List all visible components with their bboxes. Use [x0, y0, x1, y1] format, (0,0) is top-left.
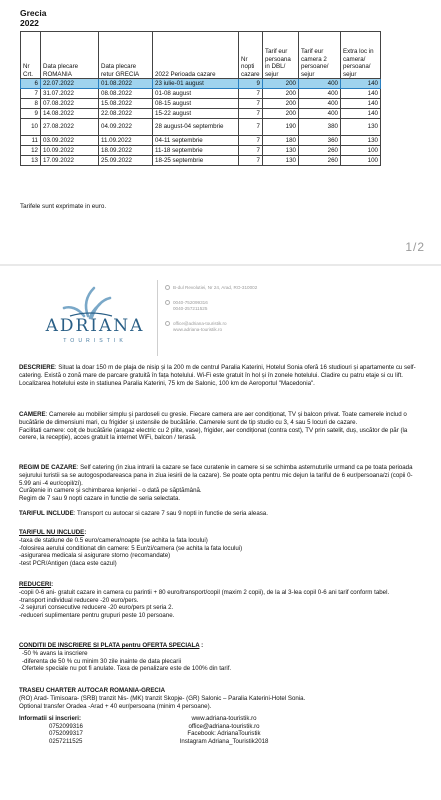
phone-icon — [165, 300, 170, 305]
instagram-link[interactable]: Instagram Adriana_Touristik2018 — [179, 737, 269, 745]
header-camera: Tarif eur camera 2 persoane/ sejur — [299, 32, 341, 79]
contact-email: office@adriana-touristik.ro www.adriana-touristik.ro — [165, 321, 227, 332]
table-row[interactable]: 6 22.07.2022 01.08.2022 23 iulie-01 august 9 200 400 140 — [21, 79, 381, 89]
table-row[interactable]: 11 03.09.2022 11.09.2022 04-11 septembrie 7 180 360 130 — [21, 136, 381, 146]
table-row[interactable]: 8 07.08.2022 15.08.2022 08-15 august 7 200 400 140 — [21, 99, 381, 109]
document-title: Grecia 2022 — [20, 8, 47, 28]
contact-phone: 0040-752099316 0040-257211525 — [165, 300, 208, 311]
brand-name: ADRIANA — [45, 316, 145, 336]
email-link[interactable]: office@adriana-touristik.ro — [188, 722, 260, 730]
header-plecare: Data plecare ROMANIA — [41, 32, 99, 79]
table-row[interactable]: 10 27.08.2022 04.09.2022 28 august-04 septembrie 7 190 380 130 — [21, 119, 381, 136]
table-row[interactable]: 12 10.09.2022 18.09.2022 11-18 septembrie 7 130 260 100 — [21, 146, 381, 156]
page-1 — [0, 0, 441, 264]
header-divider — [157, 280, 158, 356]
currency-note: Tarifele sunt exprimate in euro. — [20, 203, 107, 210]
contact-links — [159, 715, 289, 745]
header-extra: Extra loc in camera/ persoana/ sejur — [341, 32, 381, 79]
table-row[interactable]: 13 17.09.2022 25.09.2022 18-25 septembrie 7 130 260 100 — [21, 156, 381, 166]
table-row[interactable]: 7 31.07.2022 08.08.2022 01-08 august 7 200 400 140 — [21, 89, 381, 99]
section-tarif-nu-include: TARIFUL NU INCLUDE: -taxa de statiune de 0.5 euro/camera/noapte (se achita la fata locului) -folosirea aerului conditionat din camere: 5 Eur/zi/camera (se achita la fata locului) -asigurarea medicala si asigurare storno (recomandate) -test PCR/Antigen (daca este cazul) — [19, 529, 243, 568]
section-regim: REGIM DE CAZARE: Self catering (in ziua intrarii la cazare se face curatenie in camere si se schimba asternuturile urmand ca pe toata perioada sejurului turistii sa se autogospodareasca pana in ziua iesirii de la cazare). Se poate opta pentru mic dejun la tariful de 6 eur/persoana/zi (copii 0-5.99 ani -4 eur/copil/zi). Curățenie in camere și schimbarea lenjeriei - o dată pe săptămână. Regim de 7 sau 9 nopti cazare in functie de seria selectata. — [19, 464, 413, 503]
page-number: 1/2 — [405, 240, 425, 254]
section-traseu: TRASEU CHARTER AUTOCAR ROMANIA-GRECIA (RO) Arad- Timisoara- (SRB) tranzit Nis- (MK) tranzit Skopje- (GR) Salonic – Paralia Katerini-Hotel Sonia. Optional transfer Oradea -Arad + 40 eur/persoana (minim 4 persoane). — [19, 687, 306, 710]
section-conditii: CONDITII DE INSCRIERE SI PLATA pentru OFERTA SPECIALA : -50 % avans la inscriere -diferenta de 50 % cu minim 30 zile inainte de data plecarii Ofertele speciale nu pot fi anulate. Taxa de penalizare este de 100% din tarif. — [19, 642, 232, 673]
page-2 — [0, 266, 441, 800]
header-dbl: Tarif eur persoana in DBL/ sejur — [263, 32, 299, 79]
location-icon — [165, 285, 170, 290]
header-retur: Data plecare retur GRECIA — [99, 32, 153, 79]
table-row[interactable]: 9 14.08.2022 22.08.2022 15-22 august 7 200 400 140 — [21, 109, 381, 119]
section-reduceri: REDUCERI: -copii 0-6 ani- gratuit cazare in camera cu parintii + 80 euro/transport/copil (maxim 2 copii), de la al 3-lea copil 0-6 ani tarif conform tabel. -transport individual reducere -20 euro/pers. -2 sejururi consecutive reducere -20 euro/pers pt seria 2. -reduceri suplimentare pentru grupuri peste 10 persoane. — [19, 581, 390, 620]
price-table — [20, 31, 381, 166]
header-nopti: Nr nopti cazare — [239, 32, 263, 79]
table-header-row — [21, 32, 381, 79]
header-perioada: 2022 Perioada cazare — [153, 32, 239, 79]
section-informatii: Informatii si inscrieri: 0752099316 0752099317 0257211525 www.adriana-touristik.ro office@adriana-touristik.ro Facebook: AdrianaTouristik Instagram Adriana_Touristik2018 — [19, 715, 83, 745]
section-camere: CAMERE: Camerele au mobilier simplu și pardoseli cu gresie. Fiecare camera are aer condiționat, TV și balcon privat. Toate camerele includ o bucătărie de dimensiuni mari, cu frigider și ustensile de bucătărie. Camerele sunt de tip studio cu 3, 4 sau 5 locuri de cazare. Facilitati camere: colț de bucătărie (aragaz electric cu 2 plite, vase), frigider, aer condiționat (contra cost), TV prin satelit, duș, uscător de păr (la cerere, la recepție), acces gratuit la internet WiFi, balcon / terasă. — [19, 411, 408, 442]
section-descriere: DESCRIERE: Situat la doar 150 m de plaja de nisip și la 200 m de centrul Paralia Katerini, Hotelul Sonia oferă 16 studiouri și apartamente cu self-catering. Există o zonă mare de parcare gratuită în fața hotelului. Wi-Fi este gratuit în hol și în zonele hotelului. Cladire cu patru etaje si cu lift. Localizarea hotelului este in statiunea Paralia Katerini, 75 km de Salonic, 100 km de Aeroportul "Macedonia". — [19, 364, 416, 387]
mail-icon — [165, 321, 170, 326]
contact-address: B-dul Revolutiei, Nr 24, Arad, RO-310002 — [165, 285, 257, 291]
website-link[interactable]: www.adriana-touristik.ro — [191, 715, 257, 722]
section-tarif-include: TARIFUL INCLUDE: Transport cu autocar si cazare 7 sau 9 nopti in functie de seria aleasa. — [19, 510, 268, 517]
facebook-link[interactable]: Facebook: AdrianaTouristik — [187, 730, 261, 738]
brand-subtitle: TOURISTIK — [63, 338, 127, 344]
header-nr: Nr Crt. — [21, 32, 41, 79]
